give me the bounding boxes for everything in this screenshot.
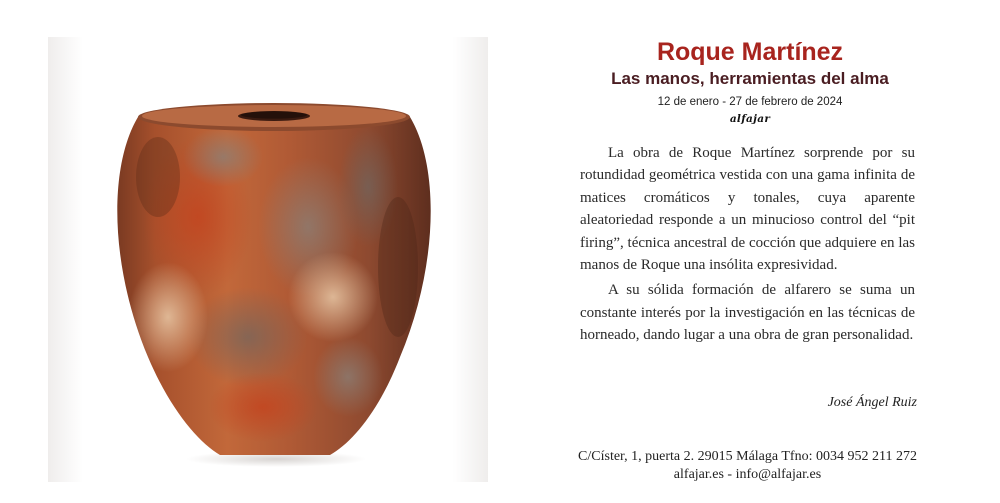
vase-image <box>48 37 488 482</box>
text-column <box>560 36 940 496</box>
exhibition-dates: 12 de enero - 27 de febrero de 2024 <box>657 96 843 108</box>
artist-name: Roque Martínez <box>656 38 844 66</box>
description <box>580 142 915 350</box>
description-paragraph: A su sólida formación de alfarero se suma un constante interés por la investigación en las técnicas de horneado, dando lugar a una obra de gran personalidad. <box>580 282 915 344</box>
description-paragraph: La obra de Roque Martínez sorprende por su rotundidad geométrica vestida con una gama infinita de matices cromáticos y tonales, cuya aparente aleatoriedad responde a un minucioso control del “pit firing”, técnica ancestral de cocción que adquiere en las manos de Roque una insólita expresividad. <box>580 145 915 274</box>
alfajar-logo: alfajar <box>729 113 771 125</box>
exhibition-title: Las manos, herramientas del alma <box>611 69 889 88</box>
gallery-address: C/Císter, 1, puerta 2. 29015 Málaga Tfno: 0034 952 211 272 <box>578 449 917 464</box>
author-signature: José Ángel Ruiz <box>827 395 917 410</box>
gallery-contact: alfajar.es - info@alfajar.es <box>673 467 822 482</box>
vase-photo <box>48 37 488 482</box>
